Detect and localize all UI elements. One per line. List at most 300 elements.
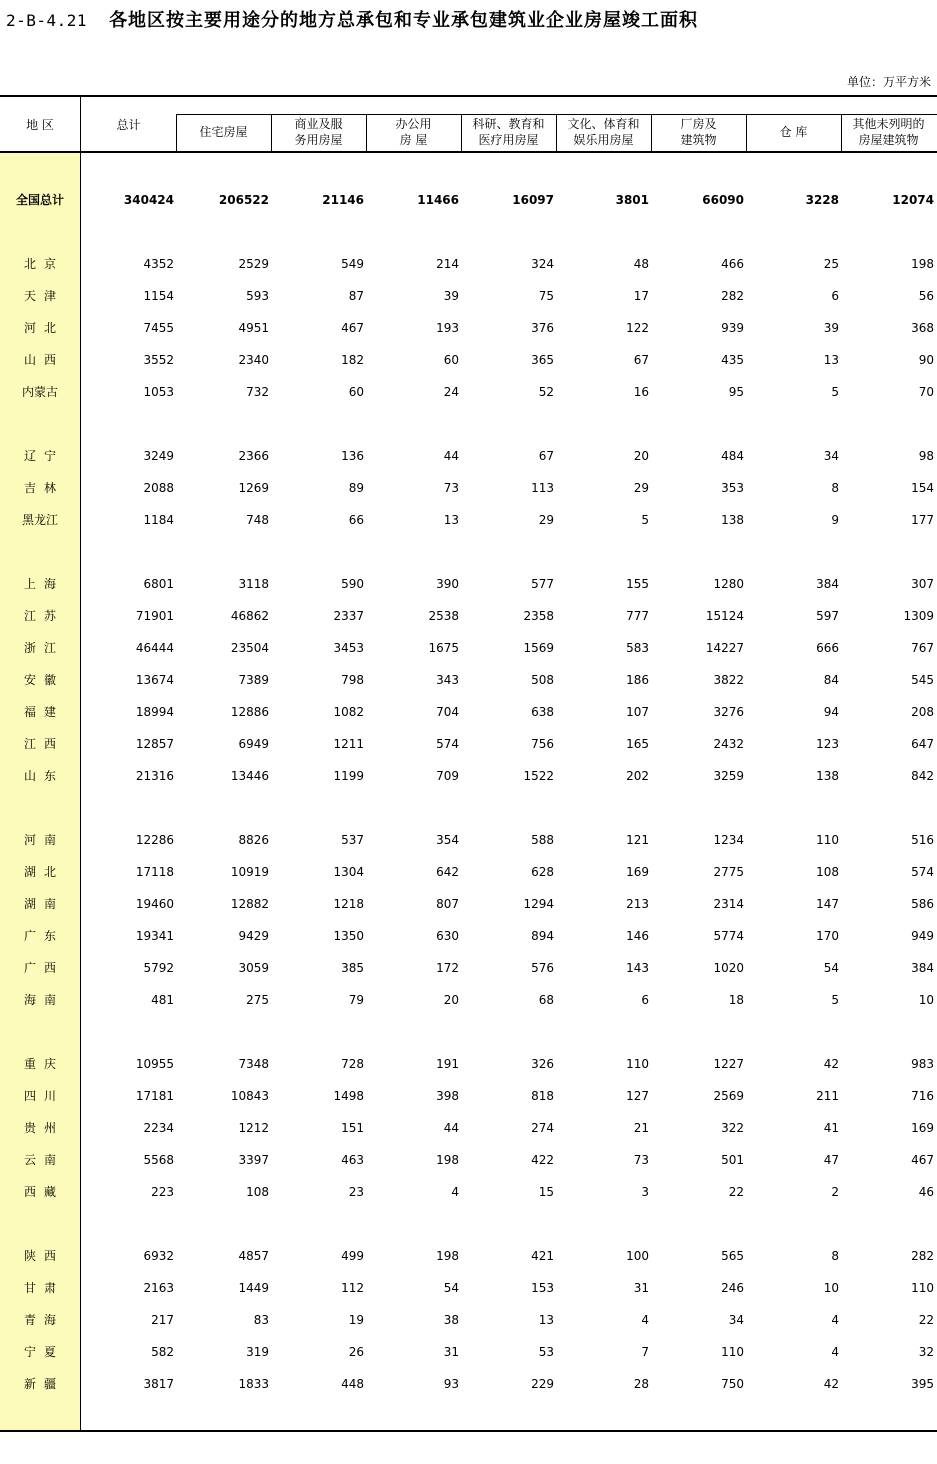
cell-value: 217 (151, 1313, 174, 1327)
cell-value: 34 (728, 1313, 744, 1327)
header-column-4 (461, 116, 556, 148)
cell-value: 628 (531, 865, 554, 879)
region-name: 安徽 (23, 673, 64, 687)
cell-value: 26 (348, 1345, 364, 1359)
cell-value: 39 (443, 289, 459, 303)
cell-value: 11466 (417, 193, 459, 207)
cell-value: 3 (641, 1185, 649, 1199)
cell-value: 10 (918, 993, 934, 1007)
cell-value: 108 (816, 865, 839, 879)
header-column-line1: 其他未列明的 (852, 117, 925, 131)
cell-value: 113 (531, 481, 554, 495)
cell-value: 983 (911, 1057, 934, 1071)
table-row (0, 1374, 937, 1394)
cell-value: 191 (436, 1057, 459, 1071)
header-column-line1: 住宅房屋 (199, 125, 248, 139)
region-name: 全国总计 (15, 193, 64, 207)
cell-value: 3118 (238, 577, 269, 591)
header-column-line1: 厂房及 (680, 117, 717, 131)
table-row (0, 1150, 937, 1170)
cell-value: 2163 (143, 1281, 174, 1295)
cell-value: 198 (436, 1153, 459, 1167)
cell-value: 574 (911, 865, 934, 879)
cell-value: 41 (823, 1121, 839, 1135)
cell-value: 732 (246, 385, 269, 399)
cell-value: 324 (531, 257, 554, 271)
cell-value: 545 (911, 673, 934, 687)
region-name: 河南 (23, 833, 64, 847)
cell-value: 60 (348, 385, 364, 399)
cell-value: 13674 (135, 673, 174, 687)
cell-value: 66090 (702, 193, 744, 207)
region-name: 福建 (23, 705, 64, 719)
header-column-line1: 科研、教育和 (472, 117, 545, 131)
table-row (0, 670, 937, 690)
region-name: 黑龙江 (21, 513, 58, 527)
cell-value: 12886 (230, 705, 269, 719)
cell-value: 154 (911, 481, 934, 495)
cell-value: 2088 (143, 481, 174, 495)
cell-value: 8 (831, 1249, 839, 1263)
cell-value: 395 (911, 1377, 934, 1391)
table-row (0, 894, 937, 914)
cell-value: 12857 (135, 737, 174, 751)
cell-value: 10843 (230, 1089, 269, 1103)
cell-value: 127 (626, 1089, 649, 1103)
cell-value: 44 (443, 449, 459, 463)
table-row (0, 446, 937, 466)
region-name: 西藏 (23, 1185, 64, 1199)
cell-value: 365 (531, 353, 554, 367)
cell-value: 3276 (713, 705, 744, 719)
cell-value: 842 (911, 769, 934, 783)
cell-value: 16 (633, 385, 649, 399)
cell-value: 21316 (135, 769, 174, 783)
cell-value: 60 (443, 353, 459, 367)
table-row (0, 862, 937, 882)
cell-value: 5774 (713, 929, 744, 943)
cell-value: 16097 (512, 193, 554, 207)
cell-value: 565 (721, 1249, 744, 1263)
cell-value: 3801 (615, 193, 649, 207)
cell-value: 3552 (143, 353, 174, 367)
cell-value: 143 (626, 961, 649, 975)
cell-value: 4 (641, 1313, 649, 1327)
cell-value: 193 (436, 321, 459, 335)
cell-value: 17118 (135, 865, 174, 879)
cell-value: 6949 (238, 737, 269, 751)
table-code: 2-B-4.21 (6, 11, 88, 30)
cell-value: 15124 (705, 609, 744, 623)
cell-value: 31 (443, 1345, 459, 1359)
region-name: 广西 (23, 961, 64, 975)
cell-value: 949 (911, 929, 934, 943)
cell-value: 716 (911, 1089, 934, 1103)
cell-value: 198 (436, 1249, 459, 1263)
cell-value: 4 (831, 1313, 839, 1327)
cell-value: 586 (911, 897, 934, 911)
cell-value: 46 (918, 1185, 934, 1199)
cell-value: 577 (531, 577, 554, 591)
cell-value: 46444 (135, 641, 174, 655)
cell-value: 20 (443, 993, 459, 1007)
header-region: 地 区 (26, 118, 54, 132)
cell-value: 6801 (143, 577, 174, 591)
region-name: 山西 (23, 353, 64, 367)
table-row (0, 254, 937, 274)
cell-value: 122 (626, 321, 649, 335)
cell-value: 1212 (238, 1121, 269, 1135)
cell-value: 275 (246, 993, 269, 1007)
cell-value: 7 (641, 1345, 649, 1359)
cell-value: 2775 (713, 865, 744, 879)
cell-value: 147 (816, 897, 839, 911)
cell-value: 597 (816, 609, 839, 623)
header-column-line2: 房 屋 (399, 133, 428, 147)
cell-value: 1184 (143, 513, 174, 527)
cell-value: 516 (911, 833, 934, 847)
header-column-line2: 娱乐用房屋 (573, 133, 634, 147)
header-column-line2: 建筑物 (680, 133, 717, 147)
table-row (0, 1118, 937, 1138)
cell-value: 6932 (143, 1249, 174, 1263)
cell-value: 798 (341, 673, 364, 687)
cell-value: 590 (341, 577, 364, 591)
cell-value: 709 (436, 769, 459, 783)
region-name: 湖北 (23, 865, 64, 879)
cell-value: 1350 (333, 929, 364, 943)
cell-value: 13 (538, 1313, 554, 1327)
cell-value: 110 (911, 1281, 934, 1295)
table-row (0, 286, 937, 306)
header-column-2 (271, 116, 366, 148)
cell-value: 1294 (523, 897, 554, 911)
cell-value: 9429 (238, 929, 269, 943)
cell-value: 7455 (143, 321, 174, 335)
header-column-rule (841, 114, 842, 151)
cell-value: 39 (823, 321, 839, 335)
header-column-rule (176, 114, 177, 151)
region-column-background (0, 153, 80, 1431)
cell-value: 481 (151, 993, 174, 1007)
cell-value: 2234 (143, 1121, 174, 1135)
cell-value: 1227 (713, 1057, 744, 1071)
cell-value: 2358 (523, 609, 554, 623)
cell-value: 75 (538, 289, 554, 303)
cell-value: 12882 (230, 897, 269, 911)
cell-value: 322 (721, 1121, 744, 1135)
cell-value: 574 (436, 737, 459, 751)
header-column-rule (651, 114, 652, 151)
cell-value: 146 (626, 929, 649, 943)
region-name: 天津 (23, 289, 64, 303)
cell-value: 638 (531, 705, 554, 719)
cell-value: 21146 (322, 193, 364, 207)
cell-value: 2538 (428, 609, 459, 623)
region-name: 甘肃 (23, 1281, 64, 1295)
cell-value: 42 (823, 1377, 839, 1391)
cell-value: 67 (538, 449, 554, 463)
cell-value: 13446 (230, 769, 269, 783)
cell-value: 169 (911, 1121, 934, 1135)
cell-value: 73 (443, 481, 459, 495)
cell-value: 1569 (523, 641, 554, 655)
cell-value: 353 (721, 481, 744, 495)
cell-value: 95 (728, 385, 744, 399)
table-row (0, 1086, 937, 1106)
region-name: 北京 (23, 257, 64, 271)
header-column-3 (366, 116, 461, 148)
cell-value: 22 (918, 1313, 934, 1327)
cell-value: 29 (538, 513, 554, 527)
cell-value: 508 (531, 673, 554, 687)
cell-value: 7389 (238, 673, 269, 687)
header-column-line1: 商业及服 (294, 117, 343, 131)
cell-value: 1522 (523, 769, 554, 783)
header-column-rule (366, 114, 367, 151)
cell-value: 9 (831, 513, 839, 527)
cell-value: 1269 (238, 481, 269, 495)
cell-value: 22 (728, 1185, 744, 1199)
cell-value: 110 (721, 1345, 744, 1359)
table-row (0, 830, 937, 850)
cell-value: 23504 (230, 641, 269, 655)
cell-value: 3259 (713, 769, 744, 783)
cell-value: 326 (531, 1057, 554, 1071)
unit-label: 单位：万平方米 (846, 75, 931, 89)
cell-value: 177 (911, 513, 934, 527)
region-name: 海南 (23, 993, 64, 1007)
cell-value: 107 (626, 705, 649, 719)
cell-value: 376 (531, 321, 554, 335)
cell-value: 73 (633, 1153, 649, 1167)
cell-value: 894 (531, 929, 554, 943)
total-row (0, 190, 937, 210)
cell-value: 17181 (135, 1089, 174, 1103)
cell-value: 94 (823, 705, 839, 719)
header-column-5 (556, 116, 651, 148)
cell-value: 14227 (705, 641, 744, 655)
cell-value: 467 (341, 321, 364, 335)
region-name: 新疆 (23, 1377, 64, 1391)
cell-value: 354 (436, 833, 459, 847)
cell-value: 70 (918, 385, 934, 399)
cell-value: 10919 (230, 865, 269, 879)
cell-value: 32 (918, 1345, 934, 1359)
cell-value: 23 (348, 1185, 364, 1199)
cell-value: 44 (443, 1121, 459, 1135)
page-title (6, 6, 698, 34)
cell-value: 4 (451, 1185, 459, 1199)
cell-value: 1449 (238, 1281, 269, 1295)
cell-value: 3822 (713, 673, 744, 687)
cell-value: 6 (831, 289, 839, 303)
cell-value: 19 (348, 1313, 364, 1327)
cell-value: 87 (348, 289, 364, 303)
cell-value: 1053 (143, 385, 174, 399)
header-column-8 (841, 116, 936, 148)
cell-value: 19460 (135, 897, 174, 911)
table-row (0, 1246, 937, 1266)
cell-value: 582 (151, 1345, 174, 1359)
cell-value: 5 (831, 993, 839, 1007)
table-row (0, 958, 937, 978)
table-row (0, 606, 937, 626)
cell-value: 34 (823, 449, 839, 463)
cell-value: 282 (911, 1249, 934, 1263)
cell-value: 18 (728, 993, 744, 1007)
cell-value: 138 (816, 769, 839, 783)
cell-value: 8826 (238, 833, 269, 847)
table-row (0, 510, 937, 530)
cell-value: 593 (246, 289, 269, 303)
cell-value: 368 (911, 321, 934, 335)
table-row (0, 350, 937, 370)
header-column-line2: 房屋建筑物 (858, 133, 919, 147)
cell-value: 666 (816, 641, 839, 655)
cell-value: 385 (341, 961, 364, 975)
header-column-line1: 办公用 (395, 117, 432, 131)
cell-value: 13 (443, 513, 459, 527)
region-name: 青海 (23, 1313, 64, 1327)
header-column-line1: 文化、体育和 (567, 117, 640, 131)
table-row (0, 1310, 937, 1330)
cell-value: 153 (531, 1281, 554, 1295)
region-name: 辽宁 (23, 449, 64, 463)
cell-value: 767 (911, 641, 934, 655)
cell-value: 66 (348, 513, 364, 527)
table-row (0, 766, 937, 786)
cell-value: 24 (443, 385, 459, 399)
cell-value: 807 (436, 897, 459, 911)
header-column-rule (746, 114, 747, 151)
cell-value: 307 (911, 577, 934, 591)
cell-value: 208 (911, 705, 934, 719)
cell-value: 172 (436, 961, 459, 975)
header-column-7 (746, 124, 841, 140)
region-name: 上海 (23, 577, 64, 591)
cell-value: 384 (816, 577, 839, 591)
cell-value: 728 (341, 1057, 364, 1071)
cell-value: 340424 (123, 193, 174, 207)
cell-value: 229 (531, 1377, 554, 1391)
cell-value: 422 (531, 1153, 554, 1167)
cell-value: 110 (626, 1057, 649, 1071)
cell-value: 1498 (333, 1089, 364, 1103)
header-column-1 (176, 124, 271, 140)
cell-value: 2366 (238, 449, 269, 463)
table-row (0, 702, 937, 722)
cell-value: 1154 (143, 289, 174, 303)
cell-value: 68 (538, 993, 554, 1007)
cell-value: 12286 (135, 833, 174, 847)
cell-value: 939 (721, 321, 744, 335)
cell-value: 169 (626, 865, 649, 879)
cell-value: 83 (253, 1313, 269, 1327)
header-column-rule (556, 114, 557, 151)
cell-value: 48 (633, 257, 649, 271)
cell-value: 588 (531, 833, 554, 847)
cell-value: 549 (341, 257, 364, 271)
cell-value: 46862 (230, 609, 269, 623)
cell-value: 21 (633, 1121, 649, 1135)
cell-value: 54 (823, 961, 839, 975)
cell-value: 448 (341, 1377, 364, 1391)
cell-value: 53 (538, 1345, 554, 1359)
cell-value: 3228 (805, 193, 839, 207)
header-column-6 (651, 116, 746, 148)
cell-value: 2314 (713, 897, 744, 911)
region-name: 广东 (23, 929, 64, 943)
region-name: 宁夏 (23, 1345, 64, 1359)
cell-value: 90 (918, 353, 934, 367)
cell-value: 17 (633, 289, 649, 303)
table-row (0, 638, 937, 658)
region-name: 湖南 (23, 897, 64, 911)
cell-value: 1309 (903, 609, 934, 623)
cell-value: 3453 (333, 641, 364, 655)
header-column-rule (461, 114, 462, 151)
cell-value: 214 (436, 257, 459, 271)
cell-value: 1199 (333, 769, 364, 783)
cell-value: 7348 (238, 1057, 269, 1071)
cell-value: 42 (823, 1057, 839, 1071)
cell-value: 20 (633, 449, 649, 463)
cell-value: 13 (823, 353, 839, 367)
cell-value: 2569 (713, 1089, 744, 1103)
table-row (0, 382, 937, 402)
cell-value: 186 (626, 673, 649, 687)
cell-value: 319 (246, 1345, 269, 1359)
cell-value: 223 (151, 1185, 174, 1199)
cell-value: 2340 (238, 353, 269, 367)
cell-value: 1218 (333, 897, 364, 911)
header-column-line1: 仓 库 (779, 125, 808, 139)
cell-value: 198 (911, 257, 934, 271)
header-total: 总计 (116, 118, 141, 132)
cell-value: 52 (538, 385, 554, 399)
cell-value: 54 (443, 1281, 459, 1295)
region-name: 陕西 (23, 1249, 64, 1263)
cell-value: 10 (823, 1281, 839, 1295)
table-row (0, 574, 937, 594)
cell-value: 499 (341, 1249, 364, 1263)
cell-value: 100 (626, 1249, 649, 1263)
cell-value: 71901 (135, 609, 174, 623)
table-row (0, 318, 937, 338)
cell-value: 4857 (238, 1249, 269, 1263)
cell-value: 583 (626, 641, 649, 655)
region-name: 河北 (23, 321, 64, 335)
cell-value: 647 (911, 737, 934, 751)
cell-value: 112 (341, 1281, 364, 1295)
cell-value: 642 (436, 865, 459, 879)
cell-value: 463 (341, 1153, 364, 1167)
region-name: 江西 (23, 737, 64, 751)
cell-value: 1280 (713, 577, 744, 591)
cell-value: 537 (341, 833, 364, 847)
cell-value: 84 (823, 673, 839, 687)
cell-value: 2 (831, 1185, 839, 1199)
cell-value: 5 (831, 385, 839, 399)
region-name: 浙江 (23, 641, 64, 655)
cell-value: 1675 (428, 641, 459, 655)
cell-value: 98 (918, 449, 934, 463)
cell-value: 1020 (713, 961, 744, 975)
cell-value: 282 (721, 289, 744, 303)
table-row (0, 1342, 937, 1362)
cell-value: 576 (531, 961, 554, 975)
